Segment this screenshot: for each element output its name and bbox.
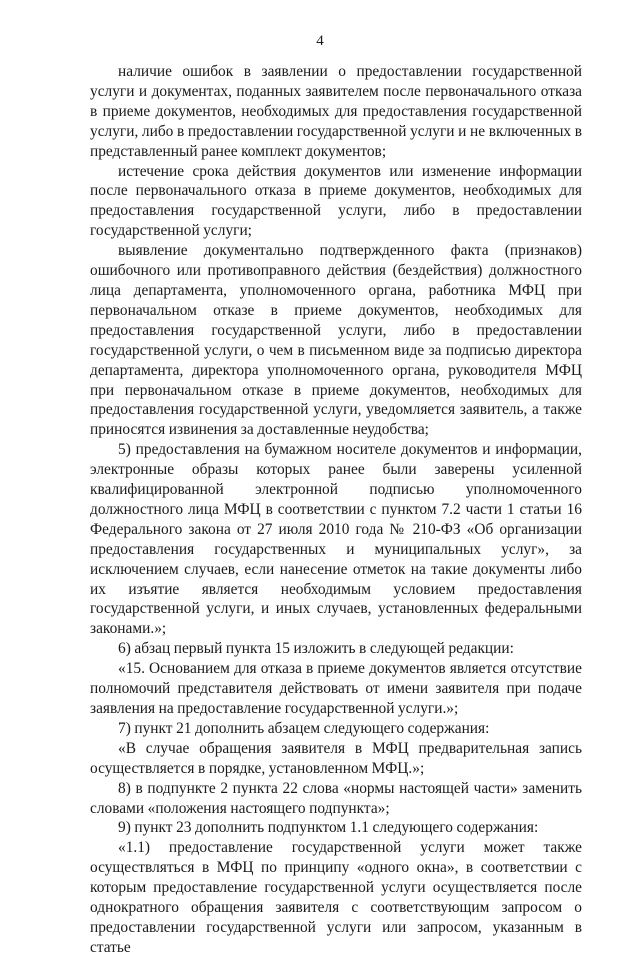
- paragraph-subclause-1-1: «1.1) предоставление государственной услуги может также осуществляться в МФЦ по принципу «одного окна», в соответствии с которым предоставление государственной услуги осуществляется после однократного обращения заявителя с соответствующим запросом о предоставлении государственной услуги или запросом, указанным в статье: [90, 839, 582, 956]
- paragraph-clause-15: «15. Основанием для отказа в приеме документов является отсутствие полномочий представителя действовать от имени заявителя при подаче заявления на предоставление государственной услуги.»;: [90, 660, 582, 717]
- paragraph-mfc-appointment: «В случае обращения заявителя в МФЦ предварительная запись осуществляется в порядке, установленном МФЦ.»;: [90, 739, 582, 777]
- paragraph-item-8: 8) в подпункте 2 пункта 22 слова «нормы настоящей части» заменить словами «положения настоящего подпункта»;: [90, 779, 582, 817]
- paragraph-item-9: 9) пункт 23 дополнить подпунктом 1.1 следующего содержания:: [118, 819, 539, 837]
- paragraph-item-5: 5) предоставления на бумажном носителе документов и информации, электронные образы которых ранее были заверены усиленной квалифицированной электронной подписью уполномоченного должностного лица МФЦ в соответствии с пунктом 7.2 части 1 статьи 16 Федерального закона от 27 июля 2010 года № 210-ФЗ «Об организации предоставления государственных и муниципальных услуг», за исключением случаев, если нанесение отметок на такие документы либо их изъятие является необходимым условием предоставления государственной услуги, и иных случаев, установленных федеральными законами.»;: [90, 441, 582, 638]
- paragraph-item-6: 6) абзац первый пункта 15 изложить в следующей редакции:: [118, 640, 514, 658]
- document-body: [90, 62, 582, 958]
- paragraph-documents-expiry: истечение срока действия документов или изменение информации после первоначального отказа в приеме документов, необходимых для предоставления государственной услуги, либо в предоставлении государственной услуги;: [90, 162, 582, 240]
- paragraph-erroneous-action: выявление документально подтвержденного факта (признаков) ошибочного или противоправного действия (бездействия) должностного лица департамента, уполномоченного органа, работника МФЦ при первоначальном отказе в приеме документов, необходимых для предоставления государственной услуги, либо в предоставлении государственной услуги, о чем в письменном виде за подписью директора департамента, директора уполномоченного органа, руководителя МФЦ при первоначальном отказе в приеме документов, необходимых для предоставления государственной услуги, уведомляется заявитель, а также приносятся извинения за доставленные неудобства;: [90, 242, 582, 439]
- paragraph-item-7: 7) пункт 21 дополнить абзацем следующего содержания:: [118, 719, 490, 737]
- paragraph-errors-in-application: наличие ошибок в заявлении о предоставлении государственной услуги и документах, поданных заявителем после первоначального отказа в приеме документов, необходимых для предоставления государственной услуги, либо в предоставлении государственной услуги и не включенных в представленный ранее комплект документов;: [90, 63, 582, 160]
- page-number: 4: [316, 33, 324, 49]
